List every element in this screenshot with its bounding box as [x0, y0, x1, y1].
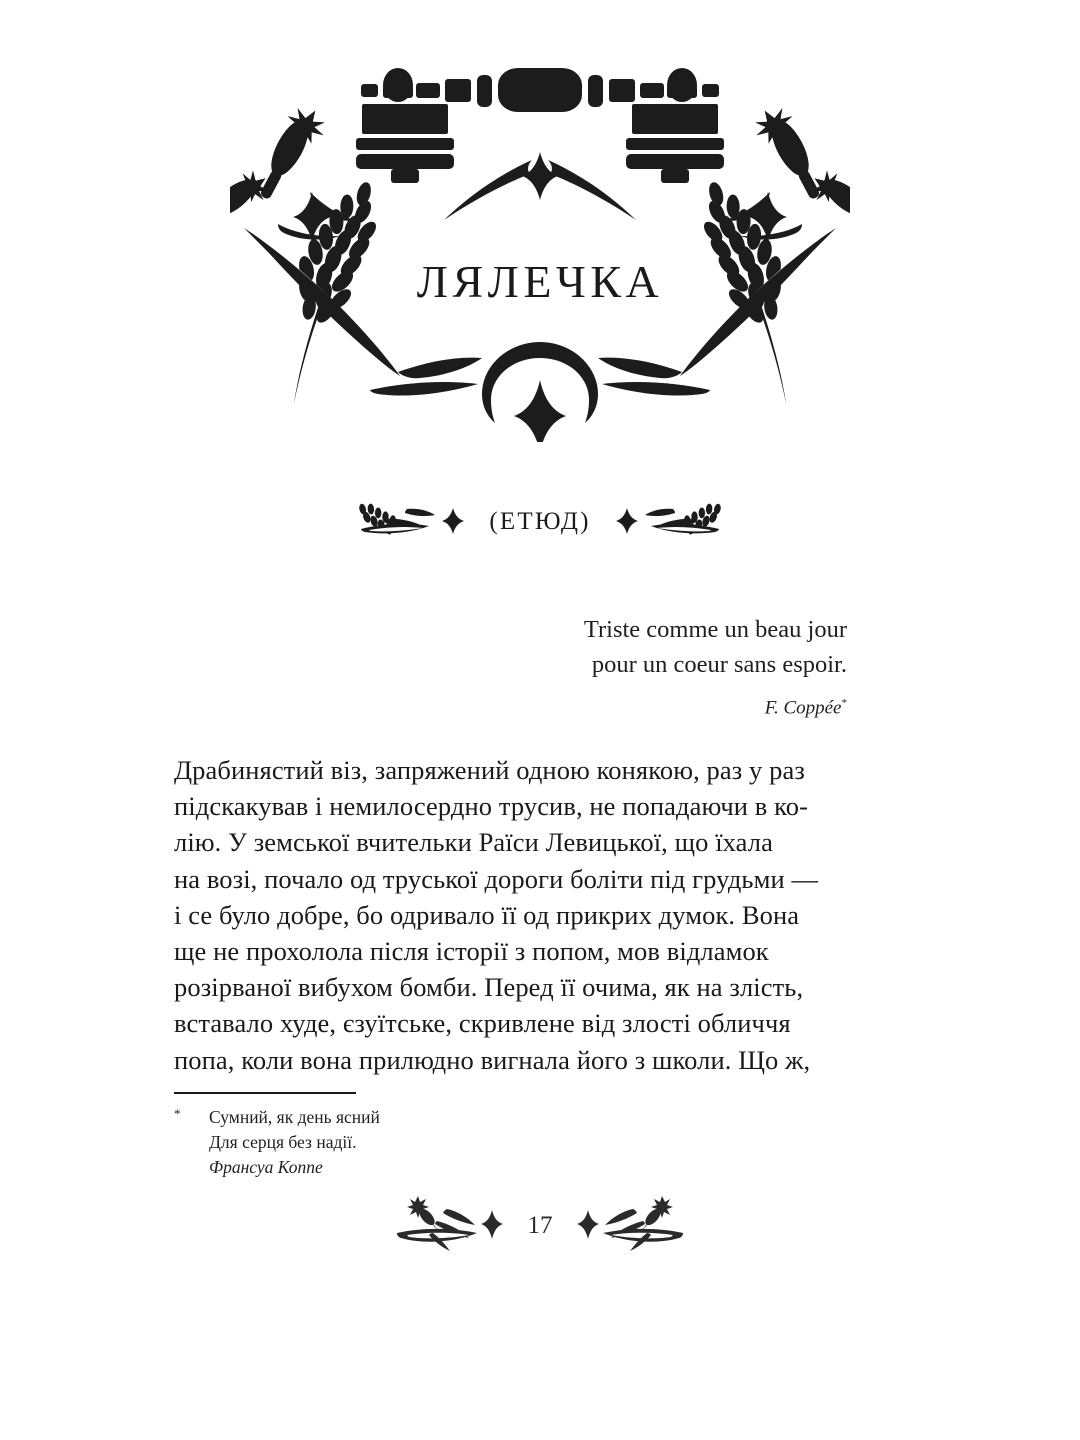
wheat-leaf-spray-left-icon [355, 497, 473, 546]
footnote-content [174, 1105, 654, 1180]
body-line: розірваної вибухом бомби. Перед її очима, як на злість, [174, 972, 804, 1003]
header-wreath-ornament [0, 42, 1080, 442]
footnote-line-1: Сумний, як день ясний [209, 1107, 380, 1127]
footnote-marker: * [174, 1106, 181, 1121]
epigraph-attribution [427, 697, 847, 719]
leaf-spray-left-icon [393, 1195, 505, 1256]
chapter-subtitle-label: (ЕТЮД) [489, 507, 591, 535]
body-line: Драбинястий віз, запряжений одною конякою, раз у раз [174, 755, 805, 785]
body-line: підскакував і немилосердно трусив, не попадаючи в ко- [174, 791, 809, 822]
body-line: лію. У земської вчительки Раїси Левицької, що їхала [174, 827, 773, 858]
wheat-leaf-spray-right-icon [607, 497, 725, 546]
footnote-separator-rule [174, 1092, 356, 1094]
footnote-line-2: Для серця без надії. [209, 1132, 357, 1152]
body-text-block [174, 752, 850, 1078]
body-line: на возі, почало од труської дороги боліти під грудьми — [174, 863, 819, 894]
chapter-subtitle-row [0, 490, 1080, 552]
footnote-reference-marker[interactable]: * [841, 697, 847, 709]
body-line: і се було добре, бо одривало її од прикрих думок. Вона [174, 899, 800, 930]
body-line: вставало худе, єзуїтське, скривлене від злості обличчя [174, 1008, 791, 1039]
body-line: ще не прохолола після історії з попом, мов відламок [174, 936, 769, 967]
page-number: 17 [527, 1211, 553, 1239]
leaf-spray-right-icon [575, 1195, 687, 1256]
epigraph-line-2: pour un coeur sans espoir. [591, 651, 847, 678]
footnote-attribution: Франсуа Коппе [209, 1157, 323, 1177]
page-footer [0, 1192, 1080, 1258]
footnote [174, 1092, 654, 1180]
epigraph [427, 612, 847, 719]
epigraph-author-name: F. Coppée [764, 697, 842, 719]
epigraph-line-1: Triste comme un beau jour [583, 616, 847, 643]
page-title: ЛЯЛЕЧКА [416, 255, 664, 307]
body-line: попа, коли вона прилюдно вигнала його з школи. Що ж, [174, 1044, 811, 1075]
